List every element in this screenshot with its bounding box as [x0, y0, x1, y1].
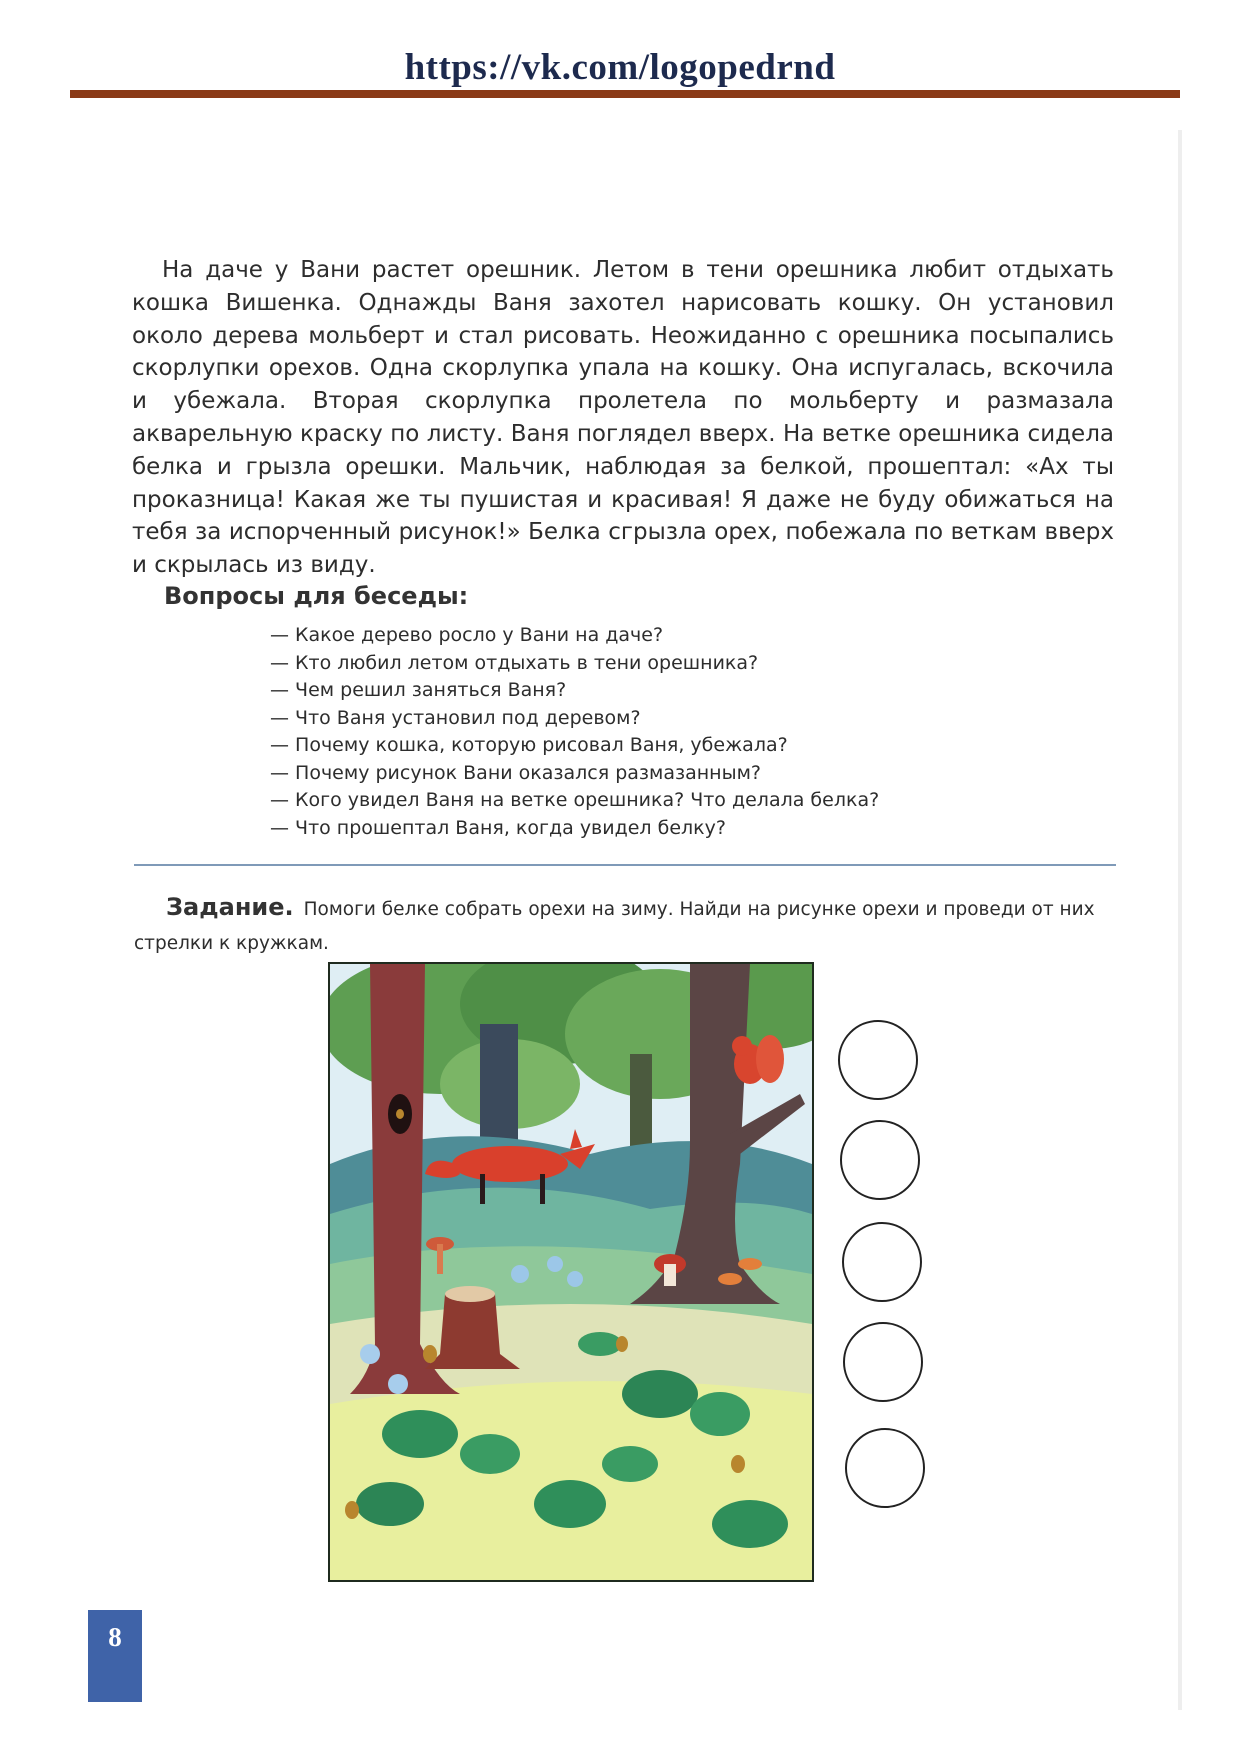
answer-circle[interactable] — [838, 1020, 918, 1100]
scan-edge-shadow — [1178, 130, 1182, 1710]
question-item: — Что прошептал Ваня, когда увидел белку? — [270, 815, 879, 843]
story-text: На даче у Вани растет орешник. Летом в тени орешника любит отдыхать кошка Вишенка. Однажды Ваня захотел нарисовать кошку. Он установил около дерева мольберт и стал рисовать. Неожиданно с орешника посыпались скорлупки орехов. Одна скорлупка упала на кошку. Она испугалась, вскочила и убежала. Вторая скорлупка пролетела по мольберту и размазала акварельную краску по листу. Ваня поглядел вверх. На ветке орешника сидела белка и грызла орешки. Мальчик, наблюдая за белкой, прошептал: «Ах ты проказница! Какая же ты пушистая и красивая! Я даже не буду обижаться на тебя за испорченный рисунок!» Белка сгрызла орех, побежала по веткам вверх и скрылась из виду. — [132, 257, 1114, 579]
task-text: Помоги белке собрать орехи на зиму. Найди на рисунке орехи и проведи от них стрелки к кружкам. — [134, 899, 1095, 954]
story-block — [132, 254, 1114, 582]
page-number: 8 — [108, 1622, 122, 1652]
page-number-box — [88, 1610, 142, 1702]
question-item: — Почему рисунок Вани оказался размазанным? — [270, 760, 879, 788]
task-block — [134, 890, 1124, 961]
section-divider — [134, 864, 1116, 866]
questions-list — [270, 622, 879, 842]
forest-illustration[interactable] — [328, 962, 814, 1582]
question-item: — Какое дерево росло у Вани на даче? — [270, 622, 879, 650]
header-url[interactable]: https://vk.com/logopedrnd — [404, 47, 836, 88]
question-item: — Кого увидел Ваня на ветке орешника? Что делала белка? — [270, 787, 879, 815]
answer-circle[interactable] — [842, 1222, 922, 1302]
header-rule — [70, 90, 1180, 98]
question-item: — Почему кошка, которую рисовал Ваня, убежала? — [270, 732, 879, 760]
forest-scene-image — [330, 964, 812, 1580]
question-item: — Кто любил летом отдыхать в тени орешника? — [270, 650, 879, 678]
answer-circle[interactable] — [840, 1120, 920, 1200]
answer-circle[interactable] — [845, 1428, 925, 1508]
task-label: Задание. — [166, 893, 294, 921]
questions-title: Вопросы для беседы: — [164, 582, 469, 610]
question-item: — Чем решил заняться Ваня? — [270, 677, 879, 705]
question-item: — Что Ваня установил под деревом? — [270, 705, 879, 733]
answer-circle[interactable] — [843, 1322, 923, 1402]
